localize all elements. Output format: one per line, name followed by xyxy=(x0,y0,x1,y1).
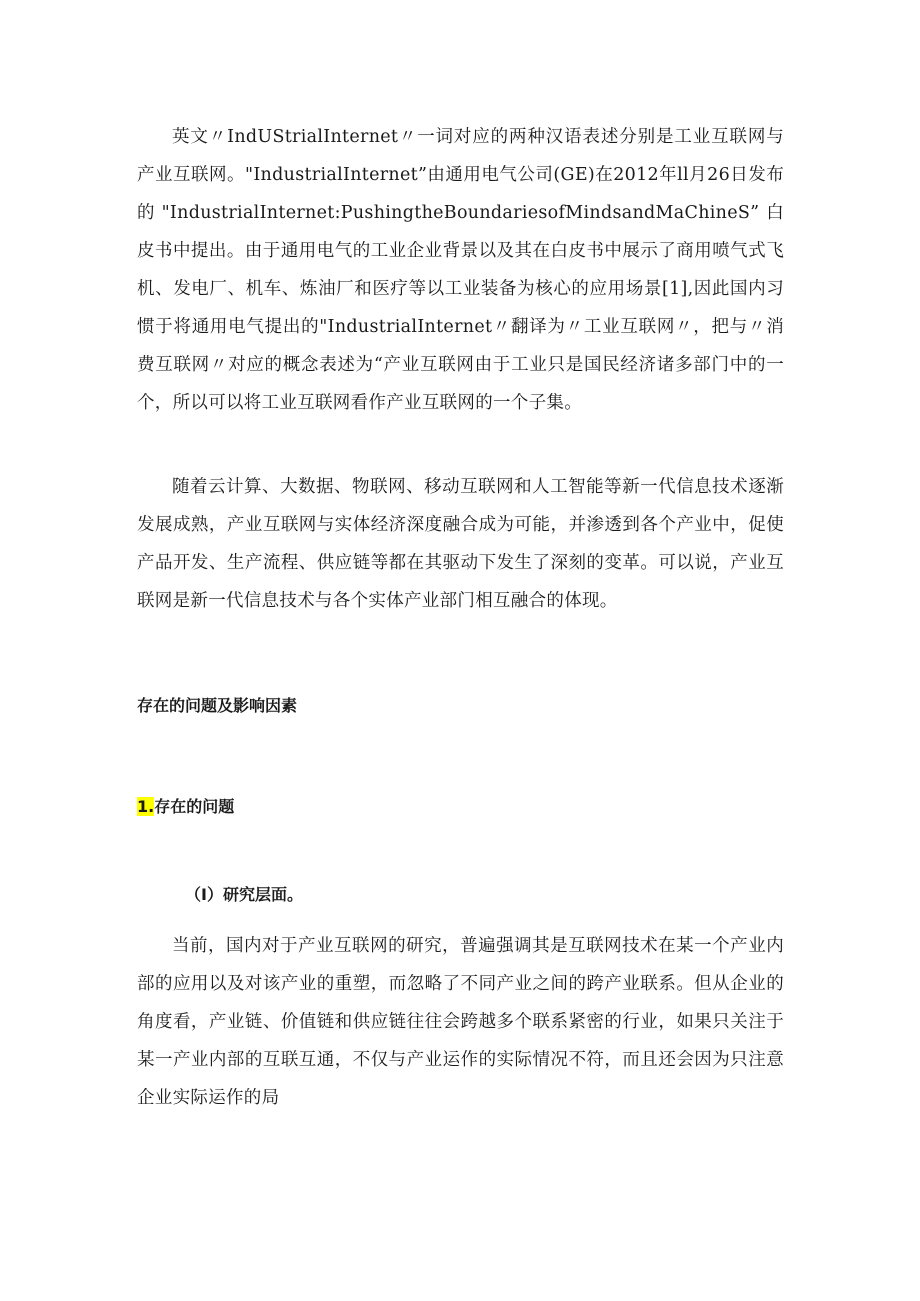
paragraph-technology-development: 随着云计算、大数据、物联网、移动互联网和人工智能等新一代信息技术逐渐发展成熟，产业互联网与实体经济深度融合成为可能，并渗透到各个产业中，促使产品开发、生产流程、供应链等都在其驱动下发生了深刻的变革。可以说，产业互联网是新一代信息技术与各个实体产业部门相互融合的体现。 xyxy=(137,477,784,611)
document-page xyxy=(137,118,784,1117)
subsubsection-heading: （I）研究层面。 xyxy=(185,885,303,904)
section-heading: 存在的问题及影响因素 xyxy=(137,696,298,715)
paragraph-research-level: 当前，国内对于产业互联网的研究，普遍强调其是互联网技术在某一个产业内部的应用以及对该产业的重塑，而忽略了不同产业之间的跨产业联系。但从企业的角度看，产业链、价值链和供应链往往会跨越多个联系紧密的行业，如果只关注于某一产业内部的互联互通，不仅与产业运作的实际情况不符，而且还会因为只注意企业实际运作的局 xyxy=(137,936,784,1108)
subsection-heading xyxy=(137,795,784,819)
subsection-title: 存在的问题 xyxy=(154,797,235,816)
highlighted-number: 1. xyxy=(137,797,155,816)
paragraph-industrial-internet-definition: 英文〃IndUStrialInternet〃一词对应的两种汉语表述分别是工业互联网与产业互联网。"IndustrialInternet”由通用电气公司(GE)在2012年ll月26日发布的"IndustrialInternet:PushingtheBoundariesofMindsandMaChineS”白皮书中提出。由于通用电气的工业企业背景以及其在白皮书中展示了商用喷气式飞机、发电厂、机车、炼油厂和医疗等以工业装备为核心的应用场景[1],因此国内习惯于将通用电气提出的"IndustrialInternet〃翻译为〃工业互联网〃，把与〃消费互联网〃对应的概念表述为“产业互联网由于工业只是国民经济诸多部门中的一个，所以可以将工业互联网看作产业互联网的一个子集。 xyxy=(137,127,784,413)
